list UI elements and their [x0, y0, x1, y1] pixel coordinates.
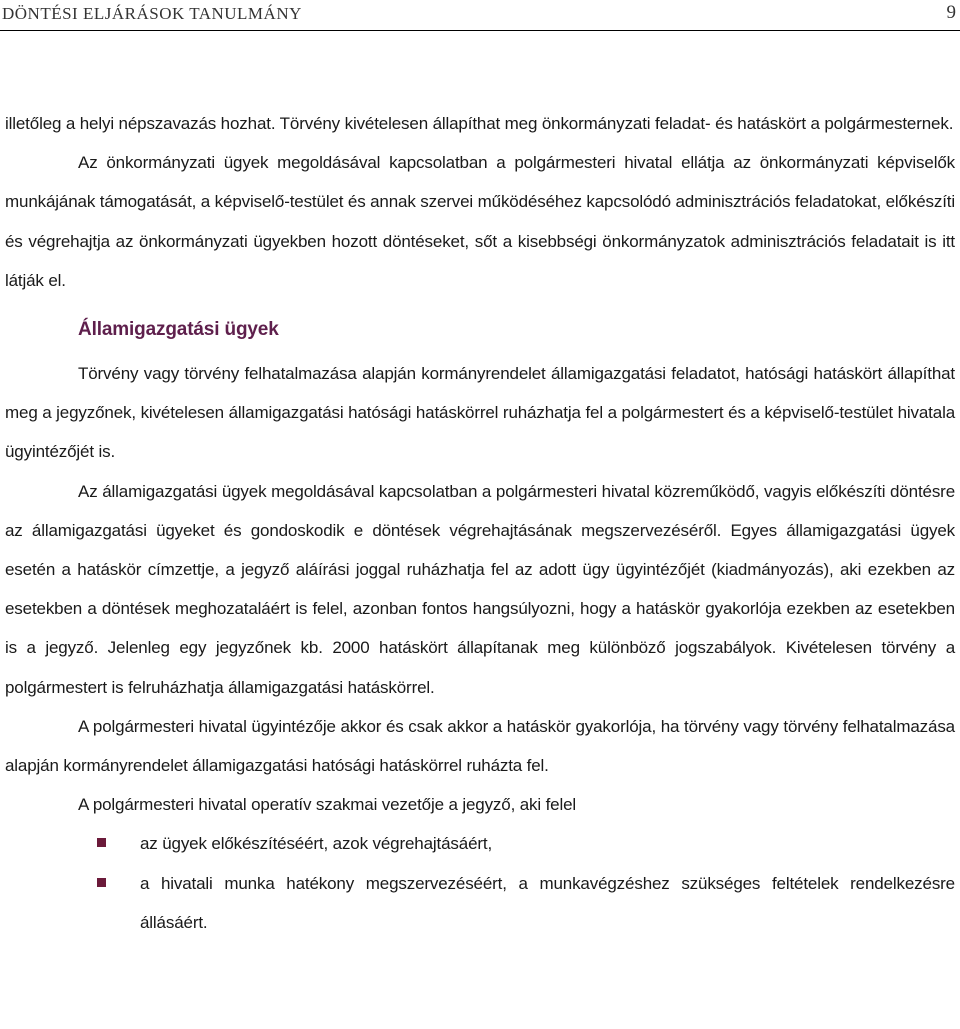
section-heading: Államigazgatási ügyek [78, 319, 279, 341]
paragraph: Törvény vagy törvény felhatalmazása alapján kormányrendelet államigazgatási feladatot, hatósági hatáskört állapíthat meg a jegyzőnek, kivételesen államigazgatási hatósági hatáskörrel ruházhatja fel a polgármestert és a képviselő-testület hivatala ügyintézőjét is. [5, 364, 955, 462]
page-header [0, 0, 960, 31]
paragraph: A polgármesteri hivatal ügyintézője akkor és csak akkor a hatáskör gyakorlója, ha törvény vagy törvény felhatalmazása alapján kormányrendelet államigazgatási hatósági hatáskörrel ruházta fel. [5, 716, 955, 776]
paragraph: illetőleg a helyi népszavazás hozhat. Törvény kivételesen állapíthat meg önkormányzati feladat- és hatáskört a polgármesternek. [5, 114, 954, 133]
square-bullet-icon [97, 878, 106, 887]
document-body [5, 104, 955, 942]
list-item-text: a hivatali munka hatékony megszervezéséért, a munkavégzéshez szükséges feltételek rendelkezésre állásáért. [140, 873, 955, 932]
square-bullet-icon [97, 838, 106, 847]
list-item-text: az ügyek előkészítéséért, azok végrehajtásáért, [140, 834, 493, 854]
list-item [5, 824, 955, 863]
bullet-list [5, 824, 955, 942]
paragraph: A polgármesteri hivatal operatív szakmai vezetője a jegyző, aki felel [78, 795, 577, 815]
paragraph: Az önkormányzati ügyek megoldásával kapcsolatban a polgármesteri hivatal ellátja az önkormányzati képviselők munkájának támogatását, a képviselő-testület és annak szervei működéséhez kapcsolódó adminisztrációs feladatokat, előkészíti és végrehajtja az önkormányzati ügyekben hozott döntéseket, sőt a kisebbségi önkormányzatok adminisztrációs feladatait is itt látják el. [5, 153, 955, 290]
page-number: 9 [946, 2, 956, 23]
document-title: DÖNTÉSI ELJÁRÁSOK TANULMÁNY [2, 4, 302, 23]
list-item [5, 864, 955, 942]
paragraph: Az államigazgatási ügyek megoldásával kapcsolatban a polgármesteri hivatal közreműködő, vagyis előkészíti döntésre az államigazgatási ügyeket és gondoskodik e döntések végrehajtásának megszervezéséről. Egyes államigazgatási ügyek esetén a hatáskör címzettje, a jegyző aláírási joggal ruházhatja fel az adott ügy ügyintézőjét (kiadmányozás), aki ezekben az esetekben a döntések meghozataláért is felel, azonban fontos hangsúlyozni, hogy a hatáskör gyakorlója ezekben az esetekben is a jegyző. Jelenleg egy jegyzőnek kb. 2000 hatáskört állapítanak meg különböző jogszabályok. Kivételesen törvény a polgármestert is felruházhatja államigazgatási hatáskörrel. [5, 481, 955, 697]
